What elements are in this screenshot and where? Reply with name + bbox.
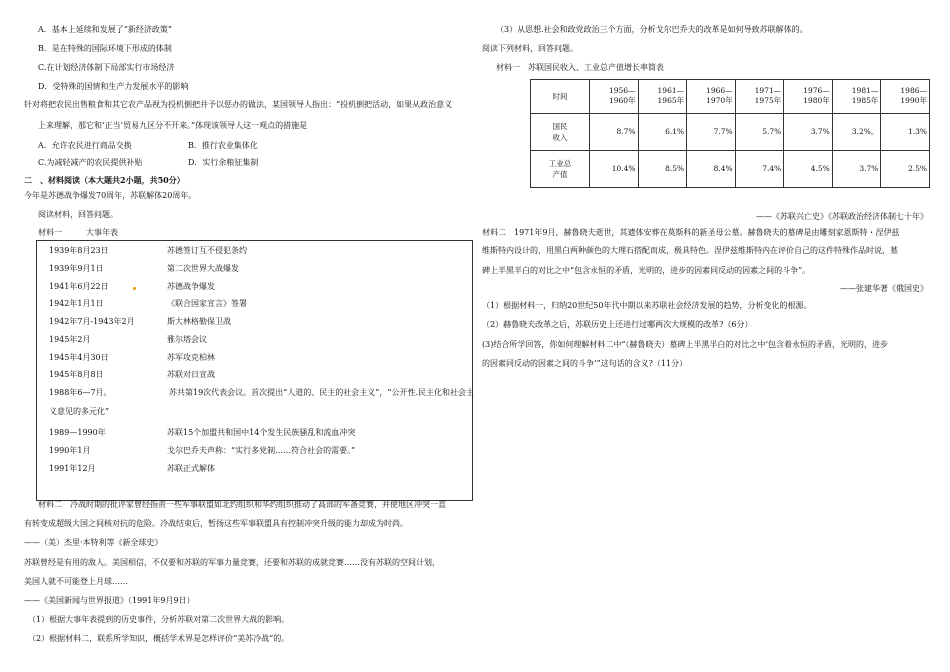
event-text: 苏军攻克柏林 <box>167 353 215 362</box>
material2-line3: 碑上半黑半白的对比之中“包含永恒的矛盾，光明的，进步的因素同反动的因素之间的斗争”。 <box>482 266 811 275</box>
event-date: 1990年1月 <box>49 446 91 455</box>
event-date: 1942年7月-1943年2月 <box>49 317 135 326</box>
table-cell: 7.7% <box>687 113 736 150</box>
table-header-cell: 1961— 1965年 <box>638 80 687 114</box>
option-a: A．基本上延续和发展了“新经济政策” <box>38 25 172 34</box>
question-3: （3）从思想.社会和政党政治三个方面，分析戈尔巴乔夫的改革是如何导致苏联解体的。 <box>496 25 808 34</box>
event-date: 1988年6—7月。 <box>49 388 112 397</box>
material1-label: 材料一 苏联国民收入、工业总产值增长率简表 <box>496 63 664 72</box>
material2-line3: 苏联曾经是有用的敌人。美国相信，不仅要和苏联的军事力量竞赛，还要和苏联的成就竞赛……没有苏联的空间计划， <box>24 558 440 567</box>
material2-source2: ——《美国新闻与世界报道》（1991年9月9日） <box>24 596 195 605</box>
table-cell: 8.7% <box>590 113 639 150</box>
event-text: 苏德战争爆发 <box>167 282 215 291</box>
event-text: 斯大林格勒保卫战 <box>167 317 231 326</box>
table-cell: 7.4% <box>735 150 784 187</box>
answer-c: C.为减轻减产的农民提供补贴 <box>38 158 143 167</box>
question-3-line1: (3)结合所学回答，你如何理解材料二中“（赫鲁晓夫）墓碑上半黑半白的对比之中‘包含着永恒的矛盾，光明的，进步 <box>482 340 888 349</box>
event-date: 1945年2月 <box>49 335 91 344</box>
material2-line1: 材料二 1971年9月，赫鲁晓夫逝世，其遗体安葬在莫斯科的新圣母公墓。赫鲁晓夫的墓碑是由雕刻家恩斯特・涅伊兹 <box>482 228 900 237</box>
table-header-cell: 时间 <box>531 80 590 114</box>
event-date: 1941年6月22日 <box>49 282 109 291</box>
option-b: B．是在特殊的国际环境下形成的体制 <box>38 44 172 53</box>
event-date: 1942年1月1日 <box>49 299 104 308</box>
row-label: 国民 收入 <box>531 113 590 150</box>
question-2: （2）根据材料二，联系所学知识，概括学术界是怎样评价“美苏冷战”的。 <box>28 634 290 643</box>
question-1: （1）根据大事年表提到的历史事件，分析苏联对第二次世界大战的影响。 <box>28 615 290 624</box>
table-header-cell: 1986— 1990年 <box>881 80 930 114</box>
marker-dot-icon <box>133 287 136 290</box>
table-cell: 3.2%。 <box>832 113 881 150</box>
chronology-box <box>36 240 473 501</box>
row-label: 工业总 产值 <box>531 150 590 187</box>
table-header-cell: 1966— 1970年 <box>687 80 736 114</box>
table-cell: 6.1% <box>638 113 687 150</box>
question-3-line2: 的因素同反动的因素之间的斗争’”这句话的含义?（11分） <box>482 359 688 368</box>
option-d: D．受特殊的国情和生产力发展水平的影响 <box>38 82 189 91</box>
event-text: 苏联15个加盟共和国中14个发生民族骚乱和流血冲突 <box>167 428 356 437</box>
growth-rate-table <box>530 79 930 188</box>
event-text: 苏共第19次代表会议。首次提出“人道的、民主的社会主义”，“公开性.民主化和社会主 <box>169 388 474 397</box>
table-cell: 8.4% <box>687 150 736 187</box>
table-cell: 2.5% <box>881 150 930 187</box>
table-row <box>531 150 930 187</box>
material1-label: 材料一 大事年表 <box>38 228 118 237</box>
read-instruction: 阅读材料，回答问题。 <box>38 210 118 219</box>
event-date: 1945年8月8日 <box>49 370 104 379</box>
event-text: 第二次世界大战爆发 <box>167 264 239 273</box>
event-text: 苏联对日宣战 <box>167 370 215 379</box>
table-cell: 3.7% <box>832 150 881 187</box>
material2-line4: 美国人就不可能登上月球…… <box>24 577 128 586</box>
event-text: 苏联正式解体 <box>167 464 215 473</box>
question-stem-line2: 上来理解，那它和‘正当’贸易九区分不开来。”体现该领导人这一观点的措施是 <box>38 121 308 130</box>
event-date: 1991年12月 <box>49 464 96 473</box>
event-text-continued: 义意见的多元化” <box>49 407 110 416</box>
event-date: 1989—1990年 <box>49 428 106 437</box>
answer-b: B．推行农业集体化 <box>188 141 258 150</box>
table-row <box>531 80 930 114</box>
option-c: C.在计划经济体制下局部实行市场经济 <box>38 63 175 72</box>
material1-source: ——《苏联兴亡史》《苏联政治经济体制七十年》 <box>756 212 928 221</box>
event-text: 苏德签订互不侵犯条约 <box>167 246 247 255</box>
event-text: 雅尔塔会议 <box>167 335 207 344</box>
table-row <box>531 113 930 150</box>
question-stem-line1: 针对将把农民出售粮食和其它农产品视为投机倒把并予以惩办的做法，某国领导人指出：“投机倒把活动，如果从政治意义 <box>24 100 453 109</box>
answer-d: D．实行余粮征集制 <box>188 158 259 167</box>
material2-line1: 材料二 冷战时期的批评家曾经指责一些军事联盟如北约组织和华约组织推动了高部的军备竞赛，并使地区冲突一直 <box>38 500 446 509</box>
table-header-cell: 1971— 1975年 <box>735 80 784 114</box>
table-cell: 1.3% <box>881 113 930 150</box>
event-text: 《联合国家宣言》签署 <box>167 299 247 308</box>
material2-line2: 有转变成超级大国之间核对抗的危险。冷战结束后，暂扬这些军事联盟具有控制冲突升级的能力却成为时尚。 <box>24 519 408 528</box>
material2-line2: 维斯特内设计的，用黑白两种颜色的大理石搭配而成，极具特色。涅伊兹维斯特内在评价自己的这件特殊作品时说，墓 <box>482 246 898 255</box>
question-2: （2）赫鲁晓夫改革之后，苏联历史上还进行过哪两次大规模的改革?（6分） <box>482 320 753 329</box>
event-text: 戈尔巴乔夫声称：“实行多党制……符合社会的需要。” <box>167 446 356 455</box>
table-header-cell: 1976— 1980年 <box>784 80 833 114</box>
answer-a: A．允许农民进行商品交换 <box>38 141 132 150</box>
material2-source: ——张建华著《俄国史》 <box>840 284 928 293</box>
section-title: 二 、材料阅读（本大题共2小题，共50分） <box>24 175 185 185</box>
table-cell: 4.5% <box>784 150 833 187</box>
intro-text: 今年是苏德战争爆发70周年，苏联解体20周年。 <box>24 191 197 200</box>
table-header-cell: 1981— 1985年 <box>832 80 881 114</box>
table-header-cell: 1956— 1960年 <box>590 80 639 114</box>
table-cell: 3.7% <box>784 113 833 150</box>
table-cell: 5.7% <box>735 113 784 150</box>
table-cell: 8.5% <box>638 150 687 187</box>
event-date: 1939年9月1日 <box>49 264 104 273</box>
table-cell: 10.4% <box>590 150 639 187</box>
material2-source1: ——（美）杰里·本特利等《新全球史》 <box>24 538 163 547</box>
event-date: 1945年4月30日 <box>49 353 109 362</box>
read-instruction: 阅读下列材料，回答问题。 <box>482 44 578 53</box>
event-date: 1939年8月23日 <box>49 246 109 255</box>
question-1: （1）根据材料一，归纳20世纪50年代中期以来苏联社会经济发展的趋势，分析变化的根源。 <box>482 301 812 310</box>
